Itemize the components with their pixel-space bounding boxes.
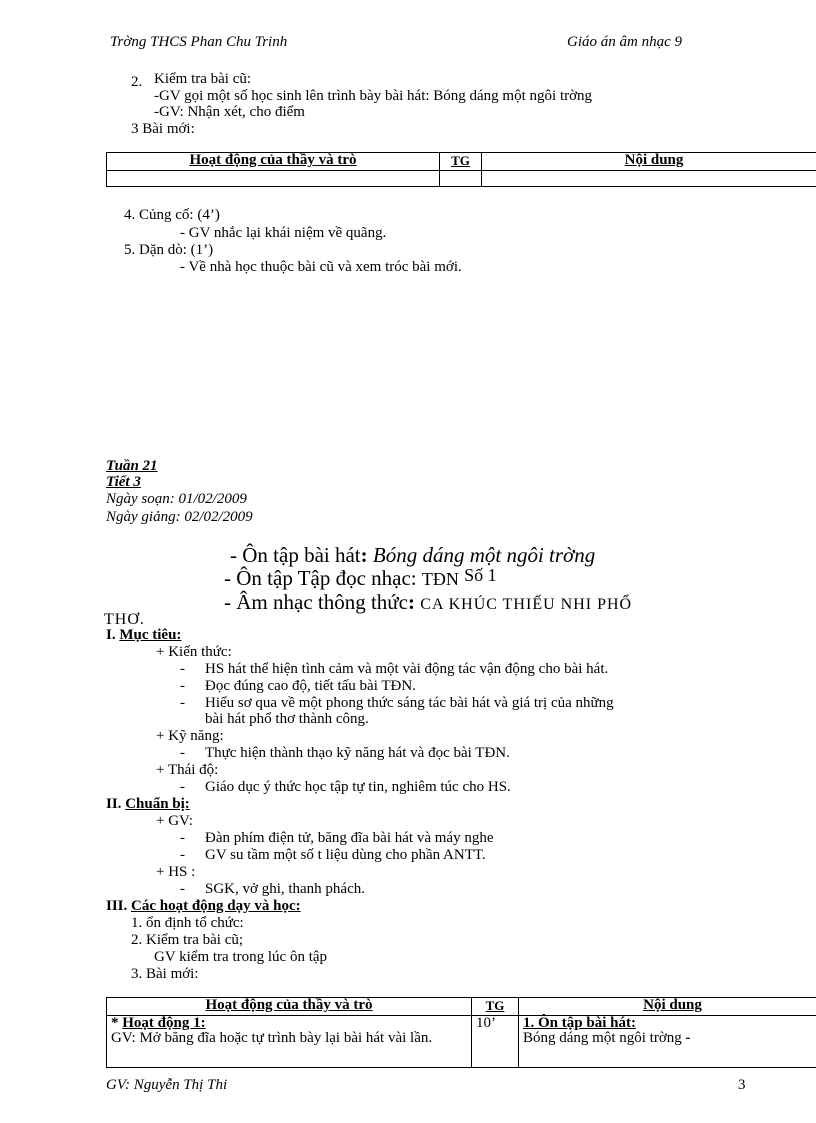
knowledge-item-3a: Hiểu sơ qua về một phong thức sáng tác bài hát và giá trị của những [205, 695, 614, 711]
item2-number: 2. [131, 74, 143, 90]
content-1-text: Bóng dáng một ngôi trờng [523, 1030, 682, 1046]
title3-wrap: THƠ. [104, 611, 145, 628]
title1-song: Bóng dáng một ngôi trờng [372, 543, 596, 567]
activity-table-1 [106, 152, 816, 187]
activity-1-text: GV: Mở băng đĩa hoặc tự trình bày lại bài hát vài lần. [111, 1030, 433, 1046]
table1-header-content: Nội dung [482, 153, 816, 171]
prep-heading-text: Chuẩn bị: [125, 796, 190, 812]
item4-line: - GV nhắc lại khái niệm về quãng. [180, 225, 387, 241]
attitude-label: + Thái độ: [156, 762, 219, 778]
objectives-heading-text: Mục tiêu: [119, 627, 182, 643]
title3-prefix: - Âm nhạc thông thức [224, 590, 409, 614]
activities-item-2-line: GV kiểm tra trong lúc ôn tập [154, 949, 328, 965]
title-line-1 [230, 544, 595, 566]
title3-colon: : [408, 590, 416, 614]
prep-hs-item-1: SGK, vở ghi, thanh phách. [205, 881, 365, 897]
header-school: Trờng THCS Phan Chu Trinh [110, 34, 288, 50]
activities-item-2: 2. Kiểm tra bài cũ; [131, 932, 244, 948]
footer-page-number: 3 [738, 1077, 746, 1093]
table2-cell-tg: 10’ [472, 1016, 519, 1068]
bullet-dash: - [180, 881, 185, 897]
content-1-dash: - [685, 1030, 691, 1046]
table1-cell-empty [482, 171, 816, 187]
prep-heading [106, 796, 190, 812]
bullet-dash: - [180, 695, 185, 711]
skill-item-1: Thực hiện thành thạo kỹ năng hát và đọc bài TĐN. [205, 745, 510, 761]
week-label: Tuần 21 [106, 458, 158, 474]
knowledge-item-2: Đọc đúng cao độ, tiết tấu bài TĐN. [205, 678, 416, 694]
table2-header-tg: TG [472, 998, 519, 1016]
item2-line2: -GV: Nhận xét, cho điểm [154, 104, 305, 120]
activity-1-star: * [111, 1015, 123, 1031]
activities-heading-num: III. [106, 898, 128, 914]
title3-rest: CA KHÚC THIẾU NHI PHỔ [420, 596, 633, 613]
activities-heading-text: Các hoạt động dạy và học: [131, 898, 301, 914]
table2-cell-activity [107, 1016, 472, 1068]
knowledge-item-1: HS hát thể hiện tình cảm và một vài động tác vận động cho bài hát. [205, 661, 609, 677]
item5-line: - Về nhà học thuộc bài cũ và xem tróc bài mới. [180, 259, 462, 275]
knowledge-label: + Kiến thức: [156, 644, 232, 660]
item5-homework: 5. Dặn dò: (1’) [124, 242, 214, 258]
bullet-dash: - [180, 847, 185, 863]
prep-gv-label: + GV: [156, 813, 193, 829]
prep-gv-item-1: Đàn phím điện tử, băng đĩa bài hát và máy nghe [205, 830, 494, 846]
prep-gv-item-2: GV su tầm một số t liệu dùng cho phần ANTT. [205, 847, 486, 863]
table2-header-activity: Hoạt động của thầy và trò [107, 998, 472, 1016]
footer-teacher: GV: Nguyễn Thị Thi [106, 1077, 228, 1093]
activity-1-title-text: Hoạt động 1: [122, 1015, 206, 1031]
bullet-dash: - [180, 678, 185, 694]
table2-header-content: Nội dung [519, 998, 816, 1016]
title2-tdn: TĐN [421, 569, 459, 589]
bullet-dash: - [180, 661, 185, 677]
item2-line1: -GV gọi một số học sinh lên trình bày bài hát: Bóng dáng một ngôi trờng [154, 88, 593, 104]
activity-1-title [111, 1016, 467, 1031]
title2-prefix: - Ôn tập Tập đọc nhạc: [224, 566, 417, 590]
date-prepared: Ngày soạn: 01/02/2009 [106, 491, 247, 507]
header-doc-title: Giáo án âm nhạc 9 [567, 34, 682, 50]
content-1-line [523, 1031, 816, 1046]
objectives-heading-num: I. [106, 627, 116, 643]
prep-heading-num: II. [106, 796, 122, 812]
activities-heading [106, 898, 301, 914]
objectives-heading [106, 627, 181, 643]
table1-cell-empty [107, 171, 440, 187]
table1-header-activity: Hoạt động của thầy và trò [107, 153, 440, 171]
bullet-dash: - [180, 745, 185, 761]
title1-prefix: - Ôn tập bài hát [230, 543, 361, 567]
activity-table-2 [106, 997, 816, 1068]
title2-so: Số 1 [464, 565, 497, 585]
bullet-dash: - [180, 779, 185, 795]
table1-header-tg: TG [440, 153, 482, 171]
activities-item-1: 1. ổn định tổ chức: [131, 915, 244, 931]
period-label: Tiết 3 [106, 474, 141, 490]
bullet-dash: - [180, 830, 185, 846]
activities-item-3: 3. Bài mới: [131, 966, 199, 982]
attitude-item-1: Giáo dục ý thức học tập tự tin, nghiêm túc cho HS. [205, 779, 511, 795]
date-taught: Ngày giảng: 02/02/2009 [106, 509, 253, 525]
table1-cell-empty [440, 171, 482, 187]
title-line-3 [224, 591, 632, 616]
title-line-2 [224, 567, 497, 590]
skill-label: + Kỹ năng: [156, 728, 224, 744]
table2-cell-content [519, 1016, 816, 1068]
content-1-title: 1. Ôn tập bài hát: [523, 1015, 636, 1031]
title1-colon: : [360, 543, 368, 567]
item2-title: Kiểm tra bài cũ: [154, 71, 252, 87]
item4-consolidate: 4. Củng cố: (4’) [124, 207, 220, 223]
prep-hs-label: + HS : [156, 864, 196, 880]
item3-new-lesson: 3 Bài mới: [131, 121, 195, 137]
knowledge-item-3b: bài hát phổ thơ thành công. [205, 711, 369, 727]
